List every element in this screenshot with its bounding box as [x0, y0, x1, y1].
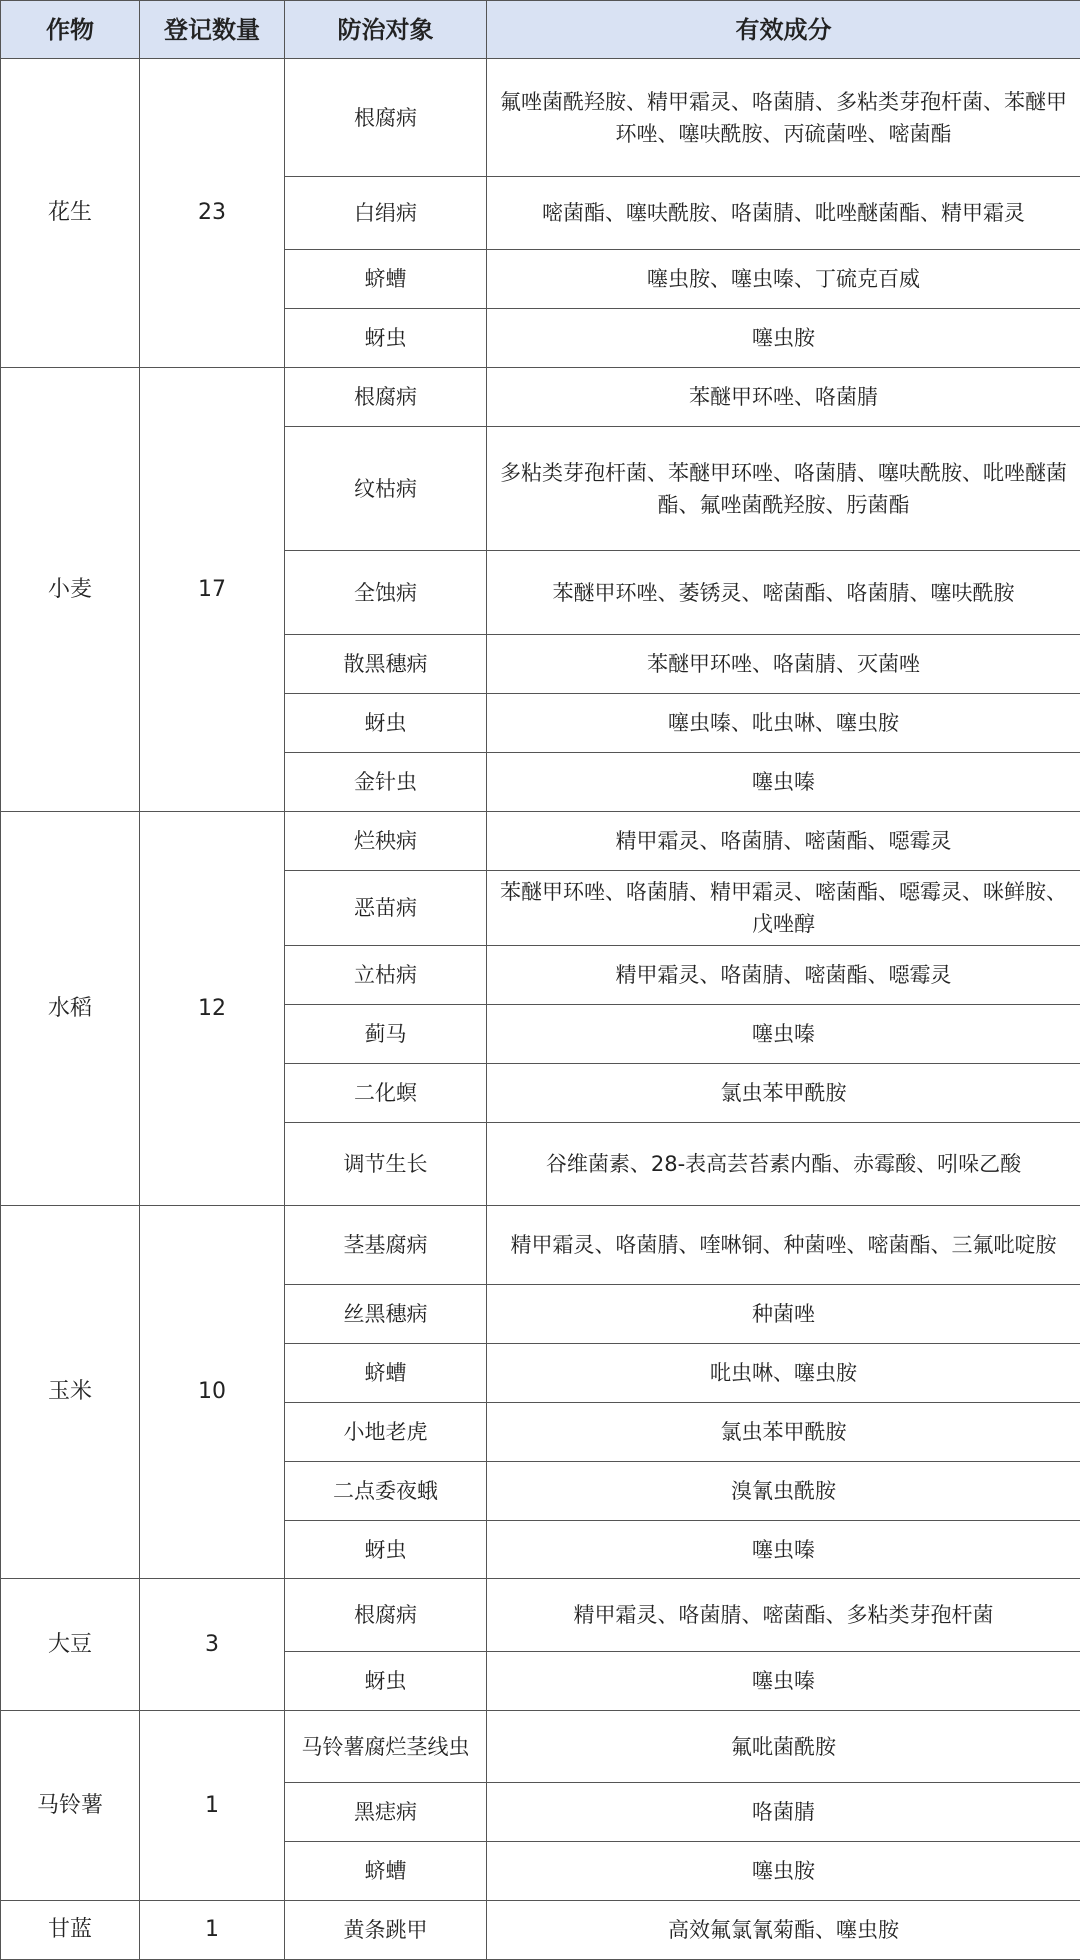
target-cell: 烂秧病 — [285, 812, 487, 871]
ingredients-cell: 谷维菌素、28-表高芸苔素内酯、赤霉酸、吲哚乙酸 — [487, 1123, 1080, 1206]
count-cell: 1 — [140, 1711, 285, 1901]
ingredients-cell: 氟唑菌酰羟胺、精甲霜灵、咯菌腈、多粘类芽孢杆菌、苯醚甲环唑、噻呋酰胺、丙硫菌唑、嘧菌酯 — [487, 59, 1080, 177]
crop-cell: 水稻 — [1, 812, 140, 1206]
header-ingredients: 有效成分 — [487, 1, 1080, 59]
target-cell: 蛴螬 — [285, 1344, 487, 1403]
ingredients-cell: 噻虫胺 — [487, 1842, 1080, 1901]
ingredients-cell: 噻虫嗪 — [487, 753, 1080, 812]
count-cell: 3 — [140, 1579, 285, 1711]
crop-cell: 甘蓝 — [1, 1901, 140, 1960]
target-cell: 蓟马 — [285, 1005, 487, 1064]
count-cell: 1 — [140, 1901, 285, 1960]
ingredients-cell: 氟吡菌酰胺 — [487, 1711, 1080, 1783]
ingredients-cell: 苯醚甲环唑、咯菌腈、灭菌唑 — [487, 635, 1080, 694]
ingredients-cell: 噻虫嗪 — [487, 1652, 1080, 1711]
target-cell: 立枯病 — [285, 946, 487, 1005]
ingredients-cell: 咯菌腈 — [487, 1783, 1080, 1842]
table-row — [1, 59, 1080, 177]
crop-cell: 玉米 — [1, 1206, 140, 1579]
target-cell: 蚜虫 — [285, 1652, 487, 1711]
target-cell: 二点委夜蛾 — [285, 1462, 487, 1521]
target-cell: 蛴螬 — [285, 1842, 487, 1901]
target-cell: 丝黑穗病 — [285, 1285, 487, 1344]
table-body — [1, 59, 1080, 1960]
target-cell: 黄条跳甲 — [285, 1901, 487, 1960]
ingredients-cell: 多粘类芽孢杆菌、苯醚甲环唑、咯菌腈、噻呋酰胺、吡唑醚菌酯、氟唑菌酰羟胺、肟菌酯 — [487, 427, 1080, 551]
count-cell: 23 — [140, 59, 285, 368]
ingredients-cell: 噻虫嗪 — [487, 1521, 1080, 1579]
table-row — [1, 368, 1080, 427]
table-header-row — [1, 1, 1080, 59]
table-row — [1, 1579, 1080, 1652]
target-cell: 金针虫 — [285, 753, 487, 812]
ingredients-cell: 苯醚甲环唑、咯菌腈、精甲霜灵、嘧菌酯、噁霉灵、咪鲜胺、戊唑醇 — [487, 871, 1080, 946]
header-crop: 作物 — [1, 1, 140, 59]
ingredients-cell: 精甲霜灵、咯菌腈、喹啉铜、种菌唑、嘧菌酯、三氟吡啶胺 — [487, 1206, 1080, 1285]
ingredients-cell: 精甲霜灵、咯菌腈、嘧菌酯、多粘类芽孢杆菌 — [487, 1579, 1080, 1652]
target-cell: 根腐病 — [285, 59, 487, 177]
target-cell: 白绢病 — [285, 177, 487, 250]
target-cell: 蛴螬 — [285, 250, 487, 309]
target-cell: 根腐病 — [285, 368, 487, 427]
crop-cell: 花生 — [1, 59, 140, 368]
ingredients-cell: 噻虫胺 — [487, 309, 1080, 368]
target-cell: 全蚀病 — [285, 551, 487, 635]
ingredients-cell: 氯虫苯甲酰胺 — [487, 1403, 1080, 1462]
ingredients-cell: 精甲霜灵、咯菌腈、嘧菌酯、噁霉灵 — [487, 946, 1080, 1005]
count-cell: 12 — [140, 812, 285, 1206]
target-cell: 二化螟 — [285, 1064, 487, 1123]
target-cell: 蚜虫 — [285, 1521, 487, 1579]
ingredients-cell: 噻虫嗪 — [487, 1005, 1080, 1064]
crop-cell: 小麦 — [1, 368, 140, 812]
ingredients-cell: 吡虫啉、噻虫胺 — [487, 1344, 1080, 1403]
target-cell: 纹枯病 — [285, 427, 487, 551]
target-cell: 调节生长 — [285, 1123, 487, 1206]
ingredients-cell: 氯虫苯甲酰胺 — [487, 1064, 1080, 1123]
ingredients-cell: 高效氟氯氰菊酯、噻虫胺 — [487, 1901, 1080, 1960]
table-row — [1, 1711, 1080, 1783]
target-cell: 茎基腐病 — [285, 1206, 487, 1285]
crop-cell: 大豆 — [1, 1579, 140, 1711]
ingredients-cell: 精甲霜灵、咯菌腈、嘧菌酯、噁霉灵 — [487, 812, 1080, 871]
header-count: 登记数量 — [140, 1, 285, 59]
count-cell: 10 — [140, 1206, 285, 1579]
target-cell: 恶苗病 — [285, 871, 487, 946]
ingredients-cell: 噻虫胺、噻虫嗪、丁硫克百威 — [487, 250, 1080, 309]
target-cell: 蚜虫 — [285, 309, 487, 368]
count-cell: 17 — [140, 368, 285, 812]
ingredients-cell: 嘧菌酯、噻呋酰胺、咯菌腈、吡唑醚菌酯、精甲霜灵 — [487, 177, 1080, 250]
target-cell: 黑痣病 — [285, 1783, 487, 1842]
ingredients-cell: 苯醚甲环唑、萎锈灵、嘧菌酯、咯菌腈、噻呋酰胺 — [487, 551, 1080, 635]
table-row — [1, 1901, 1080, 1960]
crop-cell: 马铃薯 — [1, 1711, 140, 1901]
ingredients-cell: 噻虫嗪、吡虫啉、噻虫胺 — [487, 694, 1080, 753]
target-cell: 马铃薯腐烂茎线虫 — [285, 1711, 487, 1783]
table-row — [1, 812, 1080, 871]
target-cell: 蚜虫 — [285, 694, 487, 753]
ingredients-cell: 种菌唑 — [487, 1285, 1080, 1344]
header-target: 防治对象 — [285, 1, 487, 59]
table-row — [1, 1206, 1080, 1285]
ingredients-cell: 溴氰虫酰胺 — [487, 1462, 1080, 1521]
target-cell: 小地老虎 — [285, 1403, 487, 1462]
target-cell: 散黑穗病 — [285, 635, 487, 694]
target-cell: 根腐病 — [285, 1579, 487, 1652]
ingredients-cell: 苯醚甲环唑、咯菌腈 — [487, 368, 1080, 427]
